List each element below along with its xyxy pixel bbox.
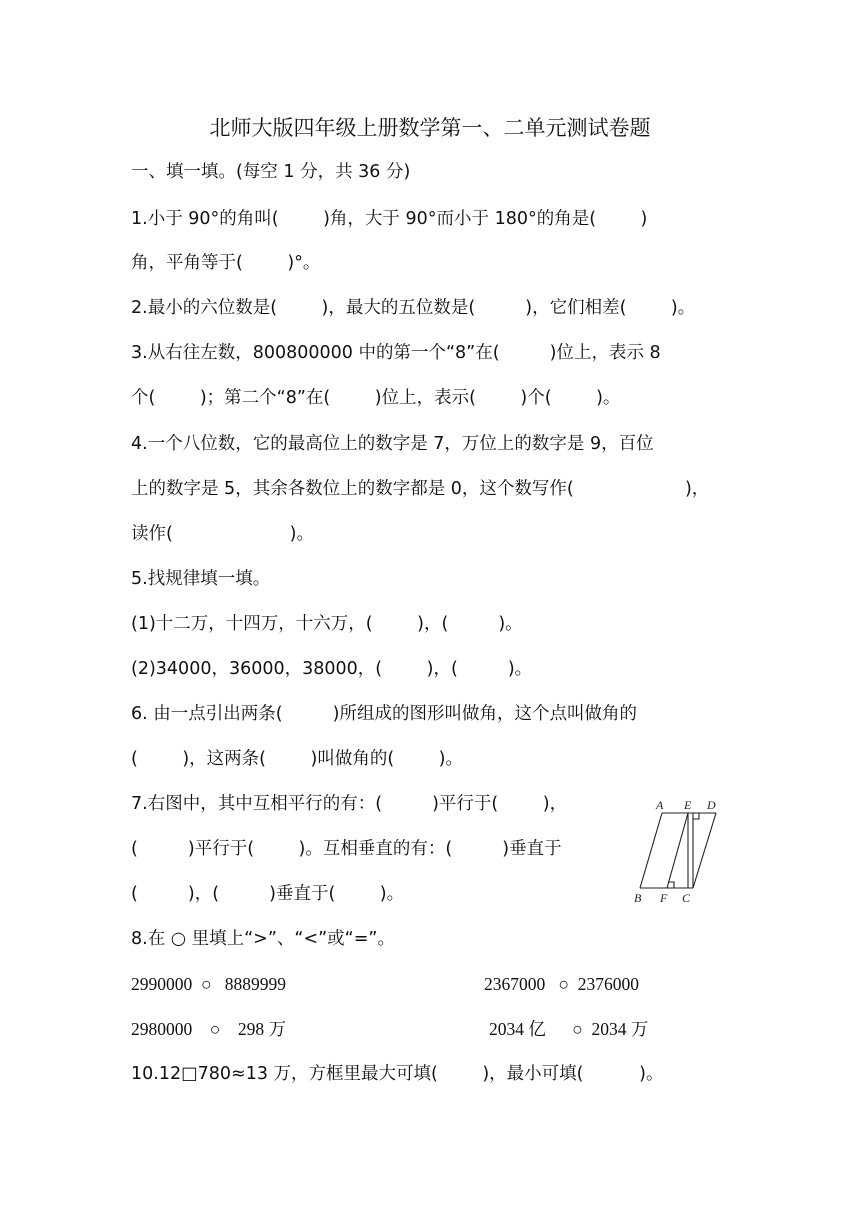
- right-angle-mark-top: [693, 813, 699, 819]
- figure-label-c: C: [682, 891, 691, 905]
- question-7-line-2: ( )平行于( )。互相垂直的有：( )垂直于: [131, 839, 562, 859]
- question-4-line-2: 上的数字是 5，其余各数位上的数字都是 0，这个数写作( )，: [131, 479, 710, 499]
- segment-ab: [640, 813, 662, 888]
- question-4-line-3: 读作( )。: [131, 524, 314, 544]
- compare-row-2-right: 2034 亿 ○ 2034 万: [489, 1019, 649, 1039]
- compare-row-2-left: 2980000 ○ 298 万: [131, 1019, 286, 1039]
- question-5: 5.找规律填一填。: [131, 569, 271, 589]
- compare-row-1-left: 2990000 ○ 8889999: [131, 974, 286, 994]
- section-heading: 一、填一填。(每空 1 分，共 36 分): [131, 162, 411, 182]
- question-4-line-1: 4.一个八位数，它的最高位上的数字是 7，万位上的数字是 9，百位: [131, 434, 654, 454]
- figure-label-e: E: [684, 798, 692, 812]
- question-7-line-3: ( )，( )垂直于( )。: [131, 884, 405, 904]
- question-5-part-1: (1)十二万，十四万，十六万，( )，( )。: [131, 614, 523, 634]
- question-6-line-2: ( )，这两条( )叫做角的( )。: [131, 749, 463, 769]
- figure-label-d: D: [707, 798, 716, 812]
- figure-label-a: A: [656, 798, 664, 812]
- segment-ef: [667, 813, 688, 888]
- question-1-line-1: 1.小于 90°的角叫( )角，大于 90°而小于 180°的角是( ): [131, 209, 648, 229]
- figure-label-b: B: [634, 891, 642, 905]
- compare-row-1-right: 2367000 ○ 2376000: [484, 974, 639, 994]
- question-8: 8.在 ○ 里填上“>”、“<”或“=”。: [131, 929, 395, 949]
- figure-lines: [640, 813, 716, 888]
- question-2: 2.最小的六位数是( )，最大的五位数是( )，它们相差( )。: [131, 298, 696, 318]
- question-3-line-1: 3.从右往左数，800800000 中的第一个“8”在( )位上，表示 8: [131, 343, 661, 363]
- question-1-line-2: 角，平角等于( )°。: [131, 253, 321, 273]
- parallelogram-figure: [630, 796, 734, 906]
- page-title: 北师大版四年级上册数学第一、二单元测试卷题: [209, 116, 651, 140]
- question-5-part-2: (2)34000，36000，38000，( )，( )。: [131, 659, 533, 679]
- segment-dc: [693, 813, 716, 888]
- question-10: 10.12□780≈13 万，方框里最大可填( )，最小可填( )。: [131, 1064, 664, 1084]
- figure-label-f: F: [660, 891, 668, 905]
- question-3-line-2: 个( )；第二个“8”在( )位上，表示( )个( )。: [131, 388, 621, 408]
- question-7-line-1: 7.右图中，其中互相平行的有：( )平行于( )，: [131, 794, 568, 814]
- question-6-line-1: 6. 由一点引出两条( )所组成的图形叫做角，这个点叫做角的: [131, 704, 637, 724]
